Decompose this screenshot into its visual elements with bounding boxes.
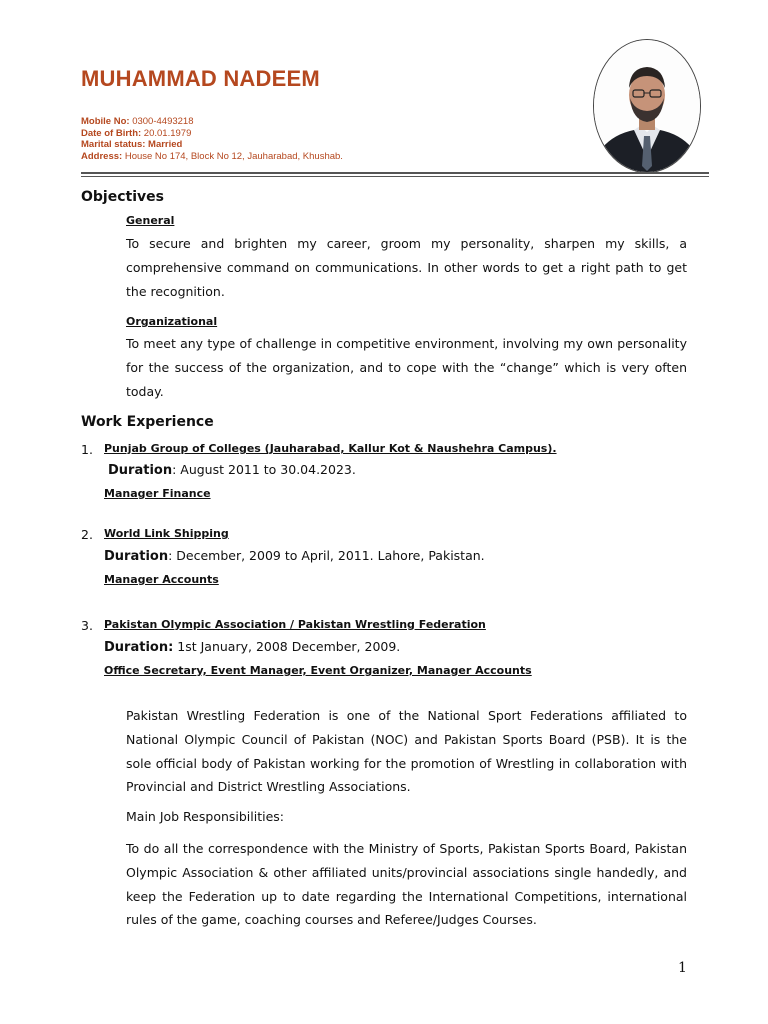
job-organization: Pakistan Olympic Association / Pakistan Wrestling Federation (104, 618, 486, 631)
job-organization: Punjab Group of Colleges (Jauharabad, Kallur Kot & Naushehra Campus). (104, 442, 557, 455)
work-experience-heading: Work Experience (81, 414, 214, 430)
pwf-description: Pakistan Wrestling Federation is one of the National Sport Federations affiliated to National Olympic Council of Pakistan (NOC) and Pakistan Sports Board (PSB). It is the sole official body of Pakistan working for the promotion of Wrestling in collaboration with Provincial and District Wrestling Associations. (126, 708, 687, 795)
marital-line: Marital status: Married (81, 139, 183, 150)
responsibilities-text: To do all the correspondence with the Ministry of Sports, Pakistan Sports Board, Pakistan Olympic Association & other affiliated units/provincial associations single handedly, and keep the Federation up to date regarding the International Competitions, international rules of the game, coaching courses and Referee/Judges Courses. (126, 841, 687, 928)
header-divider-thin (81, 176, 709, 177)
job-duration: Duration: August 2011 to 30.04.2023. (108, 462, 356, 478)
job-duration: Duration: December, 2009 to April, 2011. Lahore, Pakistan. (104, 548, 485, 564)
mobile-line: Mobile No: 0300-4493218 (81, 116, 194, 127)
address-line: Address: House No 174, Block No 12, Jauharabad, Khushab. (81, 150, 343, 162)
job-role: Manager Accounts (104, 573, 219, 586)
job-role: Manager Finance (104, 487, 211, 500)
contact-block (81, 116, 343, 162)
profile-photo (593, 39, 701, 173)
job-number: 3. (81, 618, 93, 633)
job-organization: World Link Shipping (104, 527, 229, 540)
general-subheading: General (126, 214, 175, 227)
dob-line: Date of Birth: 20.01.1979 (81, 127, 192, 139)
general-objective-text: To secure and brighten my career, groom my personality, sharpen my skills, a comprehensive command on communications. In other words to get a right path to get the recognition. (126, 236, 687, 299)
job-number: 1. (81, 442, 93, 457)
job-duration: Duration: 1st January, 2008 December, 2009. (104, 639, 401, 655)
responsibilities-heading: Main Job Responsibilities: (126, 809, 285, 824)
header-divider-thick (81, 172, 709, 174)
organizational-objective-text: To meet any type of challenge in competitive environment, involving my own personality for the success of the organization, and to cope with the “change” which is very often today. (126, 336, 687, 399)
organizational-subheading: Organizational (126, 315, 218, 328)
job-number: 2. (81, 527, 93, 542)
candidate-name: MUHAMMAD NADEEM (81, 66, 320, 91)
job-role: Office Secretary, Event Manager, Event Organizer, Manager Accounts (104, 664, 532, 677)
objectives-heading: Objectives (81, 189, 164, 205)
page-number: 1 (678, 960, 687, 976)
